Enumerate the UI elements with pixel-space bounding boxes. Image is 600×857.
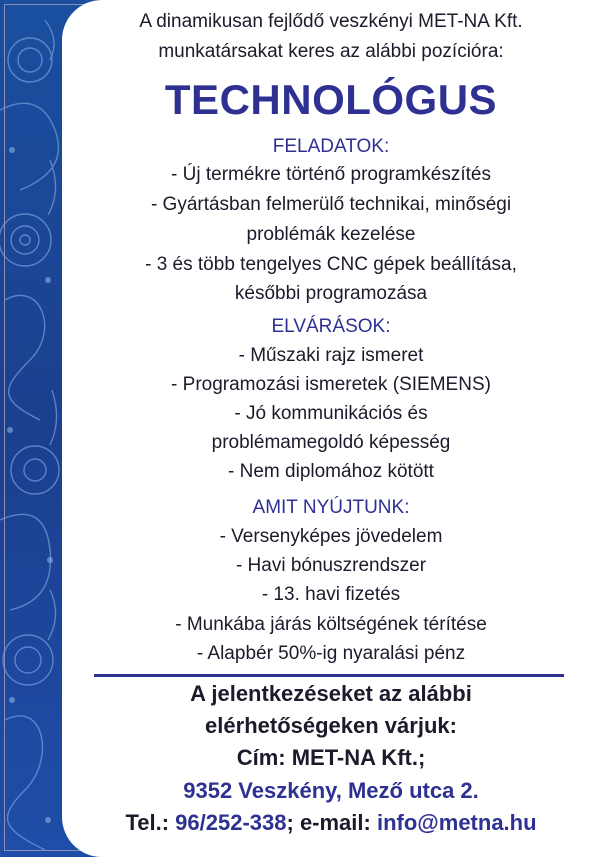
contact-address: 9352 Veszkény, Mező utca 2. [183,778,479,803]
requirement-line: - Műszaki rajz ismeret [238,345,424,366]
contact-line-1: A jelentkezéseket az alábbi [190,681,472,706]
task-line: problémák kezelése [246,224,416,245]
requirement-line: - Nem diplomához kötött [228,461,434,482]
contact-line-2: elérhetőségeken várjuk: [205,713,457,738]
task-line: későbbi programozása [234,283,428,304]
offer-line: - Alapbér 50%-ig nyaralási pénz [196,643,466,664]
requirement-line: - Jó kommunikációs és [234,403,428,424]
intro-line-1: A dinamikusan fejlődő veszkényi MET-NA Kft. [139,11,523,32]
task-line: - 3 és több tengelyes CNC gépek beállítása, [145,254,517,275]
requirements-heading: ELVÁRÁSOK: [271,316,391,337]
email-label: e-mail: [299,810,371,835]
phone-number[interactable]: 96/252-338 [175,810,287,835]
task-line: - Gyártásban felmerülő technikai, minőségi [150,194,512,215]
requirement-line: - Programozási ismeretek (SIEMENS) [171,374,491,395]
offer-line: - Havi bónuszrendszer [235,555,427,576]
contact-separator: ; [286,810,294,835]
contact-phone-email-line [62,810,600,836]
email-link[interactable]: info@metna.hu [376,810,537,835]
offer-line: - Munkába járás költségének térítése [175,614,487,635]
phone-label: Tel.: [125,810,170,835]
ad-content-panel [62,0,600,857]
offer-heading: AMIT NYÚJTUNK: [252,497,410,518]
divider-rule [94,674,564,677]
contact-line-3: Cím: MET-NA Kft.; [236,745,426,770]
tasks-heading: FELADATOK: [272,136,390,157]
offer-line: - Versenyképes jövedelem [219,526,443,547]
position-title: TECHNOLÓGUS [164,76,498,123]
intro-line-2: munkatársakat keres az alábbi pozícióra: [158,41,504,62]
requirement-line: problémamegoldó képesség [211,432,451,453]
offer-line: - 13. havi fizetés [261,584,401,605]
task-line: - Új termékre történő programkészítés [171,164,491,185]
